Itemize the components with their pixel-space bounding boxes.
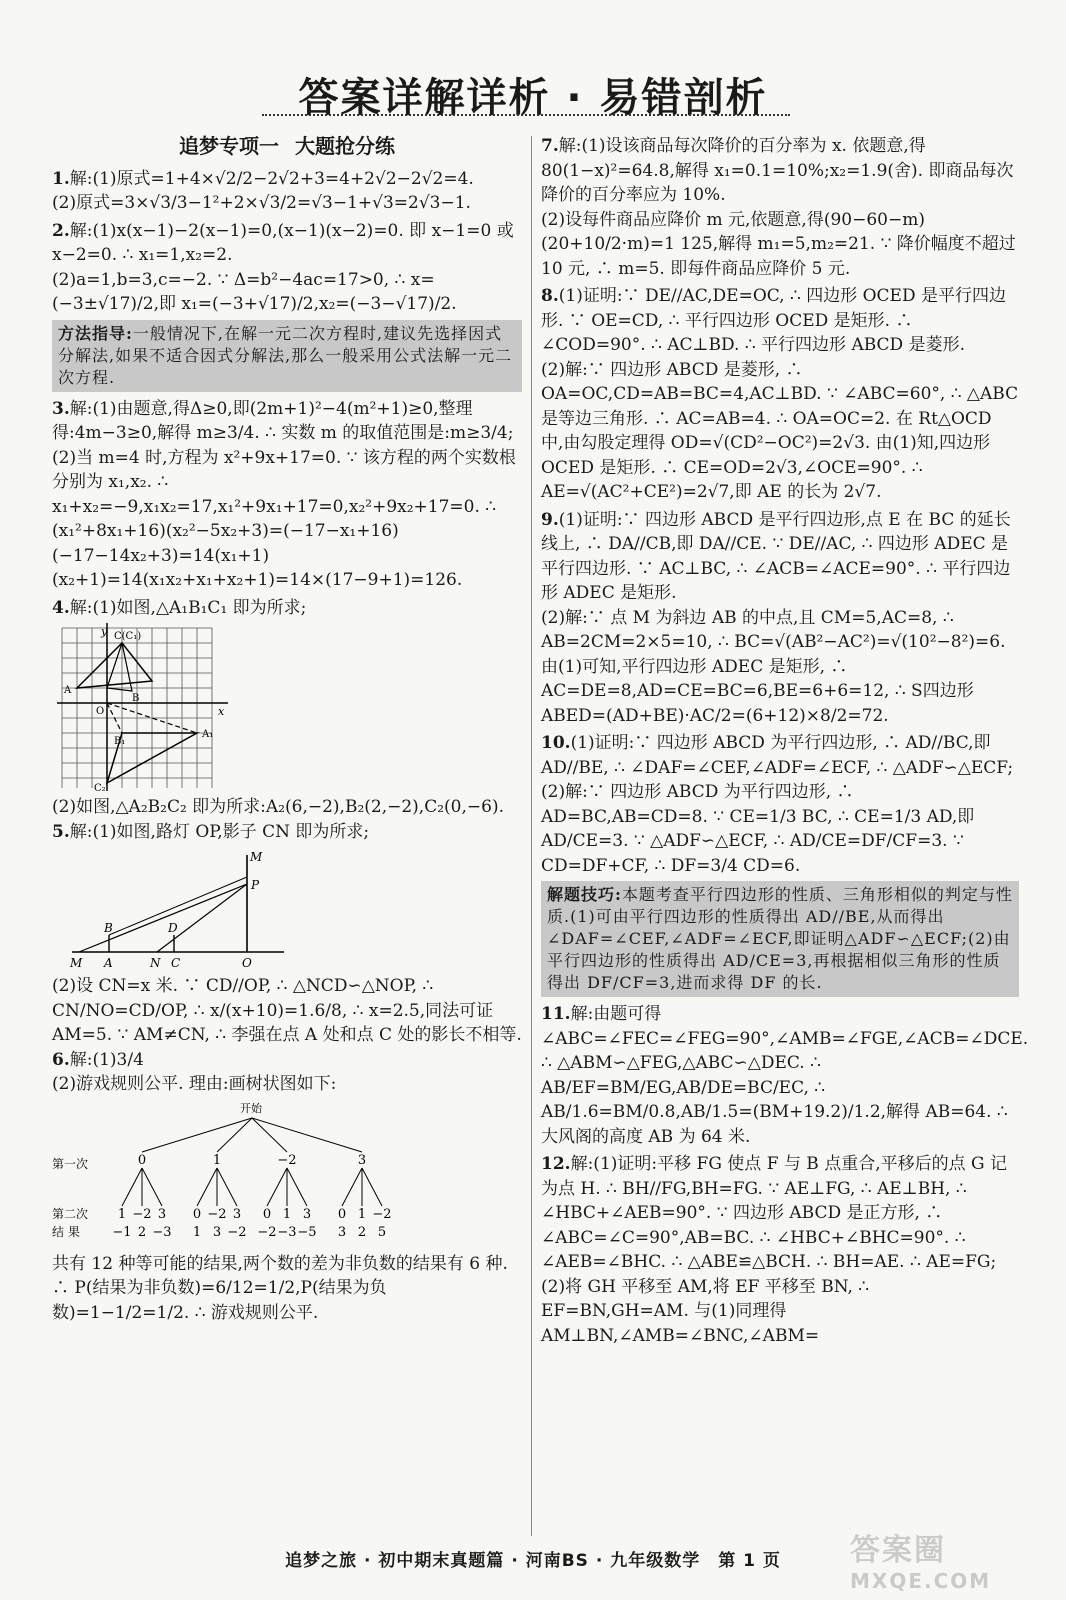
tree-first-node: 3: [357, 1152, 367, 1168]
question-9: 9.(1)证明:∵ 四边形 ABCD 是平行四边形,点 E 在 BC 的延长线上, ∴ DA//CB,即 DA//CE. ∵ DE//AC, ∴ 四边形 ADEC 是平行四边形. ∵ AC⊥BC, ∴ ∠ACB=∠ACE=90°. ∴ 平行四边形 ADEC 是矩形. (2)解:∵ 点 M 为斜边 AB 的中点,且 CM=5,AC=8, ∴ AB=2CM=2×5=10, ∴ BC=√(AB²−AC²)=√(10²−8²)=6. 由(1)可知,平行四边形 ADEC 是矩形, ∴ AC=DE=8,AD=CE=BC=6,BE=6+6=12, ∴ S四边形ABED=(AD+BE)·AC/2=(6+12)×8/2=72.: [541, 509, 1011, 726]
tree-branch: [142, 1118, 252, 1152]
tree-result: 5: [377, 1224, 387, 1240]
tree-result: 1: [192, 1224, 202, 1240]
question-10: 10.(1)证明:∵ 四边形 ABCD 为平行四边形, ∴ AD//BC,即 AD//BE, ∴ ∠DAF=∠CEF,∠ADF=∠ECF, ∴ △ADF∽△ECF; (2)解:∵ 四边形 ABCD 为平行四边形, ∴ AD=BC,AB=CD=8. ∵ CE=1/3 BC, ∴ CE=1/3 AD,即 AD/CE=3. ∵ △ADF∽△ECF, ∴ AD/CE=DF/CF=3. ∵ CD=DF+CF, ∴ DF=3/4 CD=6.: [541, 733, 1014, 876]
page-footer: 追梦之旅 · 初中期末真题篇 · 河南BS · 九年级数学 第 1 页: [285, 1551, 781, 1571]
right-column: [541, 134, 1029, 1351]
title-divider: [262, 114, 790, 116]
svg-text:O: O: [242, 956, 252, 970]
tree-second-node: 0: [192, 1206, 202, 1222]
tree-result: −3: [152, 1224, 172, 1240]
method-tip-box: 方法指导:一般情况下,在解一元二次方程时,建议先选择因式分解法,如果不适合因式分解法,那么一般采用公式法解一元二次方程.: [52, 320, 522, 392]
tree-result: −3: [277, 1224, 297, 1240]
question-2: 2.解:(1)x(x−1)−2(x−1)=0,(x−1)(x−2)=0. 即 x−1=0 或 x−2=0. ∴ x₁=1,x₂=2. (2)a=1,b=3,c=−2. ∵ Δ=b²−4ac=17>0, ∴ x=(−3±√17)/2,即 x₁=(−3+√17)/2,x₂=(−3−√17)/2.: [52, 220, 514, 314]
question-8: 8.(1)证明:∵ DE//AC,DE=OC, ∴ 四边形 OCED 是平行四边形. ∵ OE=CD, ∴ 平行四边形 OCED 是矩形. ∴ ∠COD=90°. ∴ AC⊥BD. ∴ 平行四边形 ABCD 是菱形. (2)解:∵ 四边形 ABCD 是菱形, ∴ OA=OC,CD=AB=BC=4,AC⊥BD. ∵ ∠ABC=60°, ∴ △ABC 是等边三角形. ∴ AC=AB=4. ∴ OA=OC=2. 在 Rt△OCD 中,由勾股定理得 OD=√(CD²−OC²)=2√3. 由(1)知,四边形 OCED 是矩形. ∴ CE=OD=2√3,∠OCE=90°. ∴ AE=√(AC²+CE²)=2√7,即 AE 的长为 2√7.: [541, 286, 1019, 502]
tree-branch: [142, 1168, 162, 1206]
svg-text:A₁: A₁: [202, 729, 214, 740]
tree-result: 3: [337, 1224, 347, 1240]
svg-text:B: B: [132, 693, 140, 704]
street-light-figure: [52, 847, 292, 972]
axis-label-x: x: [218, 705, 225, 718]
question-5: 5.解:(1)如图,路灯 OP,影子 CN 即为所求;: [52, 821, 370, 842]
axis-label-y: y: [101, 625, 108, 638]
tree-branch: [122, 1168, 142, 1206]
tree-second-node: 0: [262, 1206, 272, 1222]
question-7: 7.解:(1)设该商品每次降价的百分率为 x. 依题意,得 80(1−x)²=64.8,解得 x₁=0.1=10%;x₂=1.9(舍). 即商品每次降价的百分率应为 10%. (2)设每件商品应降价 m 元,依题意,得(90−60−m)(20+10/2·m)=1 125,解得 m₁=5,m₂=21. ∵ 降价幅度不超过 10 元, ∴ m=5. 即每件商品应降价 5 元.: [541, 136, 1016, 279]
section-title: 追梦专项一 大题抢分练: [179, 134, 395, 158]
tree-branch: [287, 1168, 307, 1206]
question-6-conclusion: 共有 12 种等可能的结果,两个数的差为非负数的结果有 6 种. ∴ P(结果为非负数)=6/12=1/2,P(结果为负数)=1−1/2=1/2. ∴ 游戏规则公平.: [52, 1253, 508, 1323]
svg-text:C: C: [171, 956, 181, 970]
svg-text:O: O: [96, 706, 105, 717]
tree-second-node: 0: [337, 1206, 347, 1222]
tree-branch: [362, 1168, 382, 1206]
question-4: 4.解:(1)如图,△A₁B₁C₁ 即为所求;: [52, 597, 307, 618]
tree-second-node: −2: [132, 1206, 152, 1222]
svg-text:N: N: [150, 956, 161, 970]
svg-text:P: P: [251, 878, 260, 892]
question-3: 3.解:(1)由题意,得Δ≥0,即(2m+1)²−4(m²+1)≥0,整理得:4m−3≥0,解得 m≥3/4. ∴ 实数 m 的取值范围是:m≥3/4; (2)当 m=4 时,方程为 x²+9x+17=0. ∵ 该方程的两个实数根分别为 x₁,x₂. ∴ x₁+x₂=−9,x₁x₂=17,x₁²+9x₁+17=0,x₂²+9x₂+17=0. ∴ (x₁²+8x₁+16)(x₂²−5x₂+3)=(−17−x₁+16)(−17−14x₂+3)=14(x₁+1)(x₂+1)=14(x₁x₂+x₁+x₂+1)=14×(17−9+1)=126.: [52, 398, 516, 590]
tree-result: 2: [137, 1224, 147, 1240]
svg-text:M: M: [250, 850, 263, 864]
question-4-part2: (2)如图,△A₂B₂C₂ 即为所求:A₂(6,−2),B₂(2,−2),C₂(0,−6).: [52, 797, 504, 817]
tree-result: −2: [227, 1224, 247, 1240]
tree-second-node: 1: [282, 1206, 292, 1222]
tree-second-node: −2: [372, 1206, 392, 1222]
svg-text:B₁: B₁: [114, 736, 126, 747]
tree-root-label: 开始: [240, 1101, 262, 1115]
tree-first-node: −2: [277, 1152, 297, 1168]
tree-second-node: 3: [157, 1206, 167, 1222]
svg-text:B: B: [104, 921, 113, 935]
page-title: 答案详解详析 · 易错剖析: [298, 75, 768, 121]
tree-second-node: 1: [357, 1206, 367, 1222]
tree-result: −2: [257, 1224, 277, 1240]
tree-first-node: 1: [212, 1152, 222, 1168]
question-5-part2: (2)设 CN=x 米. ∵ CD//OP, ∴ △NCD∽△NOP, ∴ CN/NO=CD/OP, ∴ x/(x+10)=1.6/8, ∴ x=2.5,同法可证 AM=5. ∵ AM≠CN, ∴ 李强在点 A 处和点 C 处的影长不相等.: [52, 976, 522, 1045]
tree-second-node: 3: [302, 1206, 312, 1222]
watermark-logo: 答案圈 MXQE.COM: [850, 1533, 992, 1593]
tree-branch: [267, 1168, 287, 1206]
tree-diagram: [52, 1100, 492, 1250]
svg-text:C₂: C₂: [94, 783, 106, 793]
tree-second-node: 3: [232, 1206, 242, 1222]
question-12: 12.解:(1)证明:平移 FG 使点 F 与 B 点重合,平移后的点 G 记为点 H. ∴ BH//FG,BH=FG. ∵ AE⊥FG, ∴ AE⊥BH, ∴ ∠HBC+∠AEB=90°. ∵ 四边形 ABCD 是正方形, ∴ ∠ABC=∠C=90°,AB=BC. ∴ ∠HBC+∠BHC=90°. ∴ ∠AEB=∠BHC. ∴ △ABE≌△BCH. ∴ BH=AE. ∴ AE=FG; (2)将 GH 平移至 AM,将 EF 平移至 BN, ∴ EF=BN,GH=AM. 与(1)同理得 AM⊥BN,∠AMB=∠BNC,∠ABM=: [541, 1154, 1007, 1346]
tree-second-node: −2: [207, 1206, 227, 1222]
tree-result: −5: [297, 1224, 317, 1240]
tree-row2-label: 第二次: [52, 1206, 89, 1221]
svg-text:A: A: [104, 956, 113, 970]
question-11: 11.解:由题可得∠ABC=∠FEC=∠FEG=90°,∠AMB=∠FGE,∠ACB=∠DCE. ∴ △ABM∽△FEG,△ABC∽△DEC. ∴ AB/EF=BM/EG,AB/DE=BC/EC, ∴ AB/1.6=BM/0.8,AB/1.5=(BM+19.2)/1.2,解得 AB=64. ∴ 大风阁的高度 AB 为 64 米.: [541, 1004, 1029, 1147]
tree-row1-label: 第一次: [52, 1156, 89, 1171]
tree-result: 3: [212, 1224, 222, 1240]
question-1: 1.解:(1)原式=1+4×√2/2−2√2+3=4+2√2−2√2=4. (2)原式=3×√3/3−1²+2×√3/2=√3−1+√3=2√3−1.: [52, 168, 474, 213]
grid-coordinate-figure: [52, 623, 232, 793]
svg-text:C(C₁): C(C₁): [114, 631, 142, 642]
left-column: [52, 134, 522, 1325]
tree-branch: [217, 1168, 237, 1206]
solution-tip-box: 解题技巧:本题考查平行四边形的性质、三角形相似的判定与性质.(1)可由平行四边形的性质得出 AD//BE,从而得出∠DAF=∠CEF,∠ADF=∠ECF,即证明△ADF∽△ECF;(2)由平行四边形的性质得出 AD/CE=3,再根据相似三角形的性质得出 DF/CF=3,进而求得 DF 的长.: [541, 881, 1019, 997]
question-6: 6.解:(1)3/4 (2)游戏规则公平. 理由:画树状图如下:: [52, 1049, 337, 1094]
column-divider: [531, 136, 532, 1536]
tree-result: 2: [357, 1224, 367, 1240]
tree-result: −1: [112, 1224, 132, 1240]
tree-first-node: 0: [137, 1152, 147, 1168]
svg-text:M: M: [70, 956, 83, 970]
tree-second-node: 1: [117, 1206, 127, 1222]
tree-row3-label: 结 果: [52, 1224, 80, 1239]
tree-branch: [342, 1168, 362, 1206]
svg-text:D: D: [168, 921, 178, 935]
svg-text:A: A: [64, 685, 72, 696]
tree-branch: [197, 1168, 217, 1206]
tree-branch: [252, 1118, 362, 1152]
